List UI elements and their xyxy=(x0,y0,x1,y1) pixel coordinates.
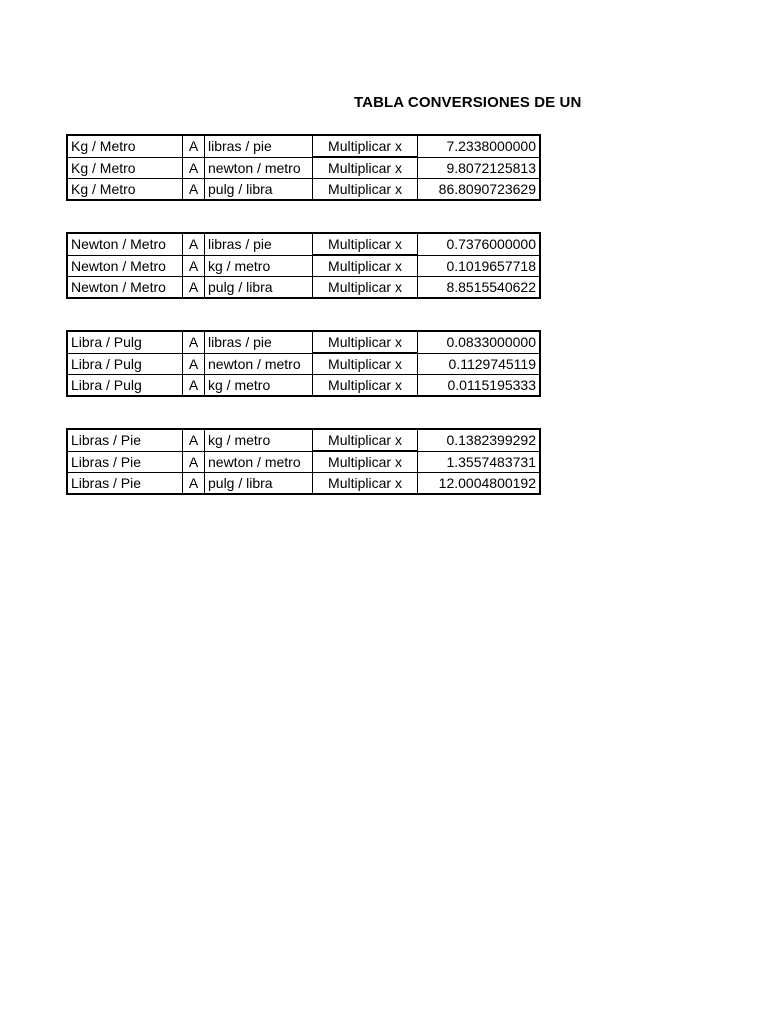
from-unit-cell[interactable]: Newton / Metro xyxy=(67,277,183,299)
factor-cell[interactable]: 8.8515540622 xyxy=(418,277,541,299)
to-unit-cell[interactable]: pulg / libra xyxy=(205,277,313,299)
to-separator-cell[interactable]: A xyxy=(183,157,205,179)
to-unit-cell[interactable]: libras / pie xyxy=(205,233,313,255)
from-unit-cell[interactable]: Libras / Pie xyxy=(67,429,183,451)
to-unit-cell[interactable]: newton / metro xyxy=(205,353,313,375)
from-unit-cell[interactable]: Kg / Metro xyxy=(67,135,183,157)
to-separator-cell[interactable]: A xyxy=(183,375,205,397)
table-row xyxy=(67,255,540,277)
to-unit-cell[interactable]: kg / metro xyxy=(205,375,313,397)
factor-cell[interactable]: 0.7376000000 xyxy=(418,233,541,255)
operation-cell[interactable]: Multiplicar x xyxy=(313,233,418,255)
from-unit-cell[interactable]: Libras / Pie xyxy=(67,473,183,495)
table-row xyxy=(67,429,540,451)
from-unit-cell[interactable]: Newton / Metro xyxy=(67,233,183,255)
from-unit-cell[interactable]: Libras / Pie xyxy=(67,451,183,473)
conversion-table-libra-pulg xyxy=(66,330,541,397)
conversion-table-kg-metro xyxy=(66,134,541,201)
to-separator-cell[interactable]: A xyxy=(183,473,205,495)
to-separator-cell[interactable]: A xyxy=(183,429,205,451)
to-unit-cell[interactable]: kg / metro xyxy=(205,429,313,451)
factor-cell[interactable]: 1.3557483731 xyxy=(418,451,541,473)
to-unit-cell[interactable]: newton / metro xyxy=(205,157,313,179)
table-row xyxy=(67,473,540,495)
conversion-table-libras-pie xyxy=(66,428,541,495)
operation-cell[interactable]: Multiplicar x xyxy=(313,375,418,397)
factor-cell[interactable]: 0.1382399292 xyxy=(418,429,541,451)
from-unit-cell[interactable]: Libra / Pulg xyxy=(67,331,183,353)
to-unit-cell[interactable]: pulg / libra xyxy=(205,179,313,201)
conversion-table-newton-metro xyxy=(66,232,541,299)
factor-cell[interactable]: 7.2338000000 xyxy=(418,135,541,157)
operation-cell[interactable]: Multiplicar x xyxy=(313,179,418,201)
to-unit-cell[interactable]: pulg / libra xyxy=(205,473,313,495)
to-unit-cell[interactable]: newton / metro xyxy=(205,451,313,473)
operation-cell[interactable]: Multiplicar x xyxy=(313,451,418,473)
table-row xyxy=(67,353,540,375)
operation-cell[interactable]: Multiplicar x xyxy=(313,331,418,353)
to-separator-cell[interactable]: A xyxy=(183,135,205,157)
table-row xyxy=(67,135,540,157)
table-row xyxy=(67,157,540,179)
operation-cell[interactable]: Multiplicar x xyxy=(313,429,418,451)
operation-cell[interactable]: Multiplicar x xyxy=(313,255,418,277)
operation-cell[interactable]: Multiplicar x xyxy=(313,353,418,375)
to-separator-cell[interactable]: A xyxy=(183,451,205,473)
to-separator-cell[interactable]: A xyxy=(183,255,205,277)
factor-cell[interactable]: 9.8072125813 xyxy=(418,157,541,179)
to-unit-cell[interactable]: libras / pie xyxy=(205,331,313,353)
from-unit-cell[interactable]: Kg / Metro xyxy=(67,157,183,179)
from-unit-cell[interactable]: Kg / Metro xyxy=(67,179,183,201)
to-unit-cell[interactable]: libras / pie xyxy=(205,135,313,157)
factor-cell[interactable]: 0.1019657718 xyxy=(418,255,541,277)
from-unit-cell[interactable]: Newton / Metro xyxy=(67,255,183,277)
table-row xyxy=(67,179,540,201)
table-row xyxy=(67,277,540,299)
factor-cell[interactable]: 0.0115195333 xyxy=(418,375,541,397)
to-separator-cell[interactable]: A xyxy=(183,277,205,299)
to-separator-cell[interactable]: A xyxy=(183,179,205,201)
factor-cell[interactable]: 12.0004800192 xyxy=(418,473,541,495)
to-separator-cell[interactable]: A xyxy=(183,331,205,353)
to-separator-cell[interactable]: A xyxy=(183,353,205,375)
factor-cell[interactable]: 0.1129745119 xyxy=(418,353,541,375)
table-row xyxy=(67,375,540,397)
table-row xyxy=(67,331,540,353)
to-separator-cell[interactable]: A xyxy=(183,233,205,255)
table-row xyxy=(67,233,540,255)
table-row xyxy=(67,451,540,473)
from-unit-cell[interactable]: Libra / Pulg xyxy=(67,353,183,375)
page-title: TABLA CONVERSIONES DE UN xyxy=(354,94,582,111)
to-unit-cell[interactable]: kg / metro xyxy=(205,255,313,277)
operation-cell[interactable]: Multiplicar x xyxy=(313,473,418,495)
from-unit-cell[interactable]: Libra / Pulg xyxy=(67,375,183,397)
operation-cell[interactable]: Multiplicar x xyxy=(313,135,418,157)
operation-cell[interactable]: Multiplicar x xyxy=(313,157,418,179)
factor-cell[interactable]: 86.8090723629 xyxy=(418,179,541,201)
operation-cell[interactable]: Multiplicar x xyxy=(313,277,418,299)
factor-cell[interactable]: 0.0833000000 xyxy=(418,331,541,353)
